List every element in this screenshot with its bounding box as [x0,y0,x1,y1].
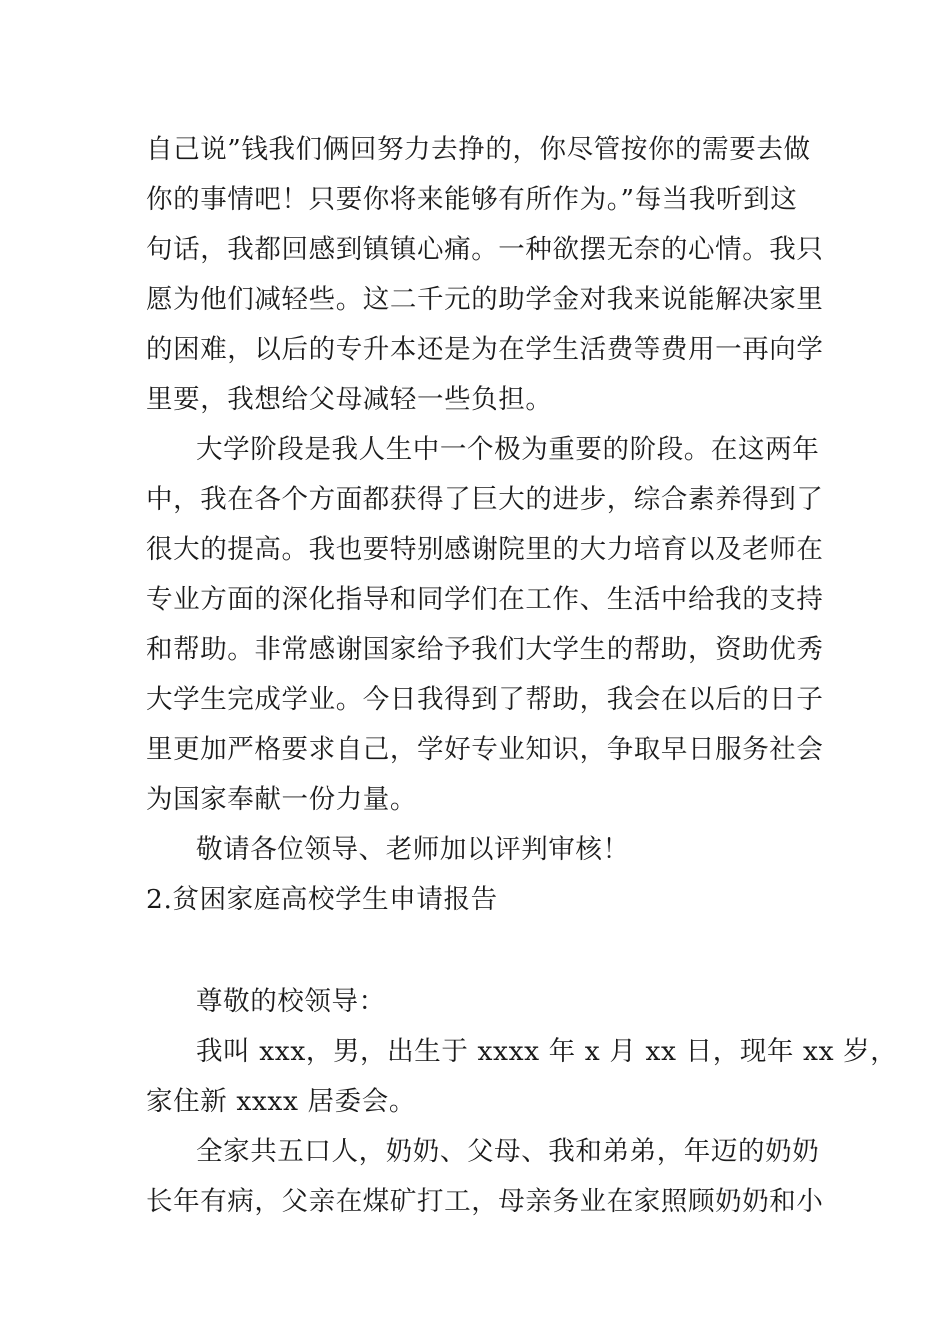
text-line-6: 里要，我想给父母减轻一些负担。 [146,384,553,415]
text-line-5: 的困难，以后的专升本还是为在学生活费等费用一再向学 [146,334,824,365]
text-line-8: 中，我在各个方面都获得了巨大的进步，综合素养得到了 [146,484,824,515]
closing-line: 敬请各位领导、老师加以评判审核！ [196,834,630,865]
section-heading: 2.贫困家庭高校学生申请报告 [146,884,498,915]
text-line-10: 专业方面的深化指导和同学们在工作、生活中给我的支持 [146,584,824,615]
text-line-3: 句话，我都回感到镇镇心痛。一种欲摆无奈的心情。我只 [146,234,824,265]
family-line-2: 长年有病，父亲在煤矿打工，母亲务业在家照顾奶奶和小 [146,1186,824,1217]
text-line-12: 大学生完成学业。今日我得到了帮助，我会在以后的日子 [146,684,824,715]
text-line-9: 很大的提高。我也要特别感谢院里的大力培育以及老师在 [146,534,824,565]
intro-line-1: 我叫 xxx，男，出生于 xxxx 年 x 月 xx 日，现年 xx 岁， [196,1036,898,1067]
text-line-4: 愿为他们减轻些。这二千元的助学金对我来说能解决家里 [146,284,824,315]
text-line-14: 为国家奉献一份力量。 [146,784,417,815]
family-line-1: 全家共五口人，奶奶、父母、我和弟弟，年迈的奶奶 [196,1136,820,1167]
text-line-2: 你的事情吧！只要你将来能够有所作为。”每当我听到这 [146,184,798,215]
salutation: 尊敬的校领导： [196,986,386,1017]
intro-line-2: 家住新 xxxx 居委会。 [146,1086,416,1117]
paragraph-start-line: 大学阶段是我人生中一个极为重要的阶段。在这两年 [196,434,820,465]
text-line-11: 和帮助。非常感谢国家给予我们大学生的帮助，资助优秀 [146,634,824,665]
text-line-13: 里更加严格要求自己，学好专业知识，争取早日服务社会 [146,734,824,765]
text-line-1: 自己说”钱我们俩回努力去挣的，你尽管按你的需要去做 [146,134,811,165]
